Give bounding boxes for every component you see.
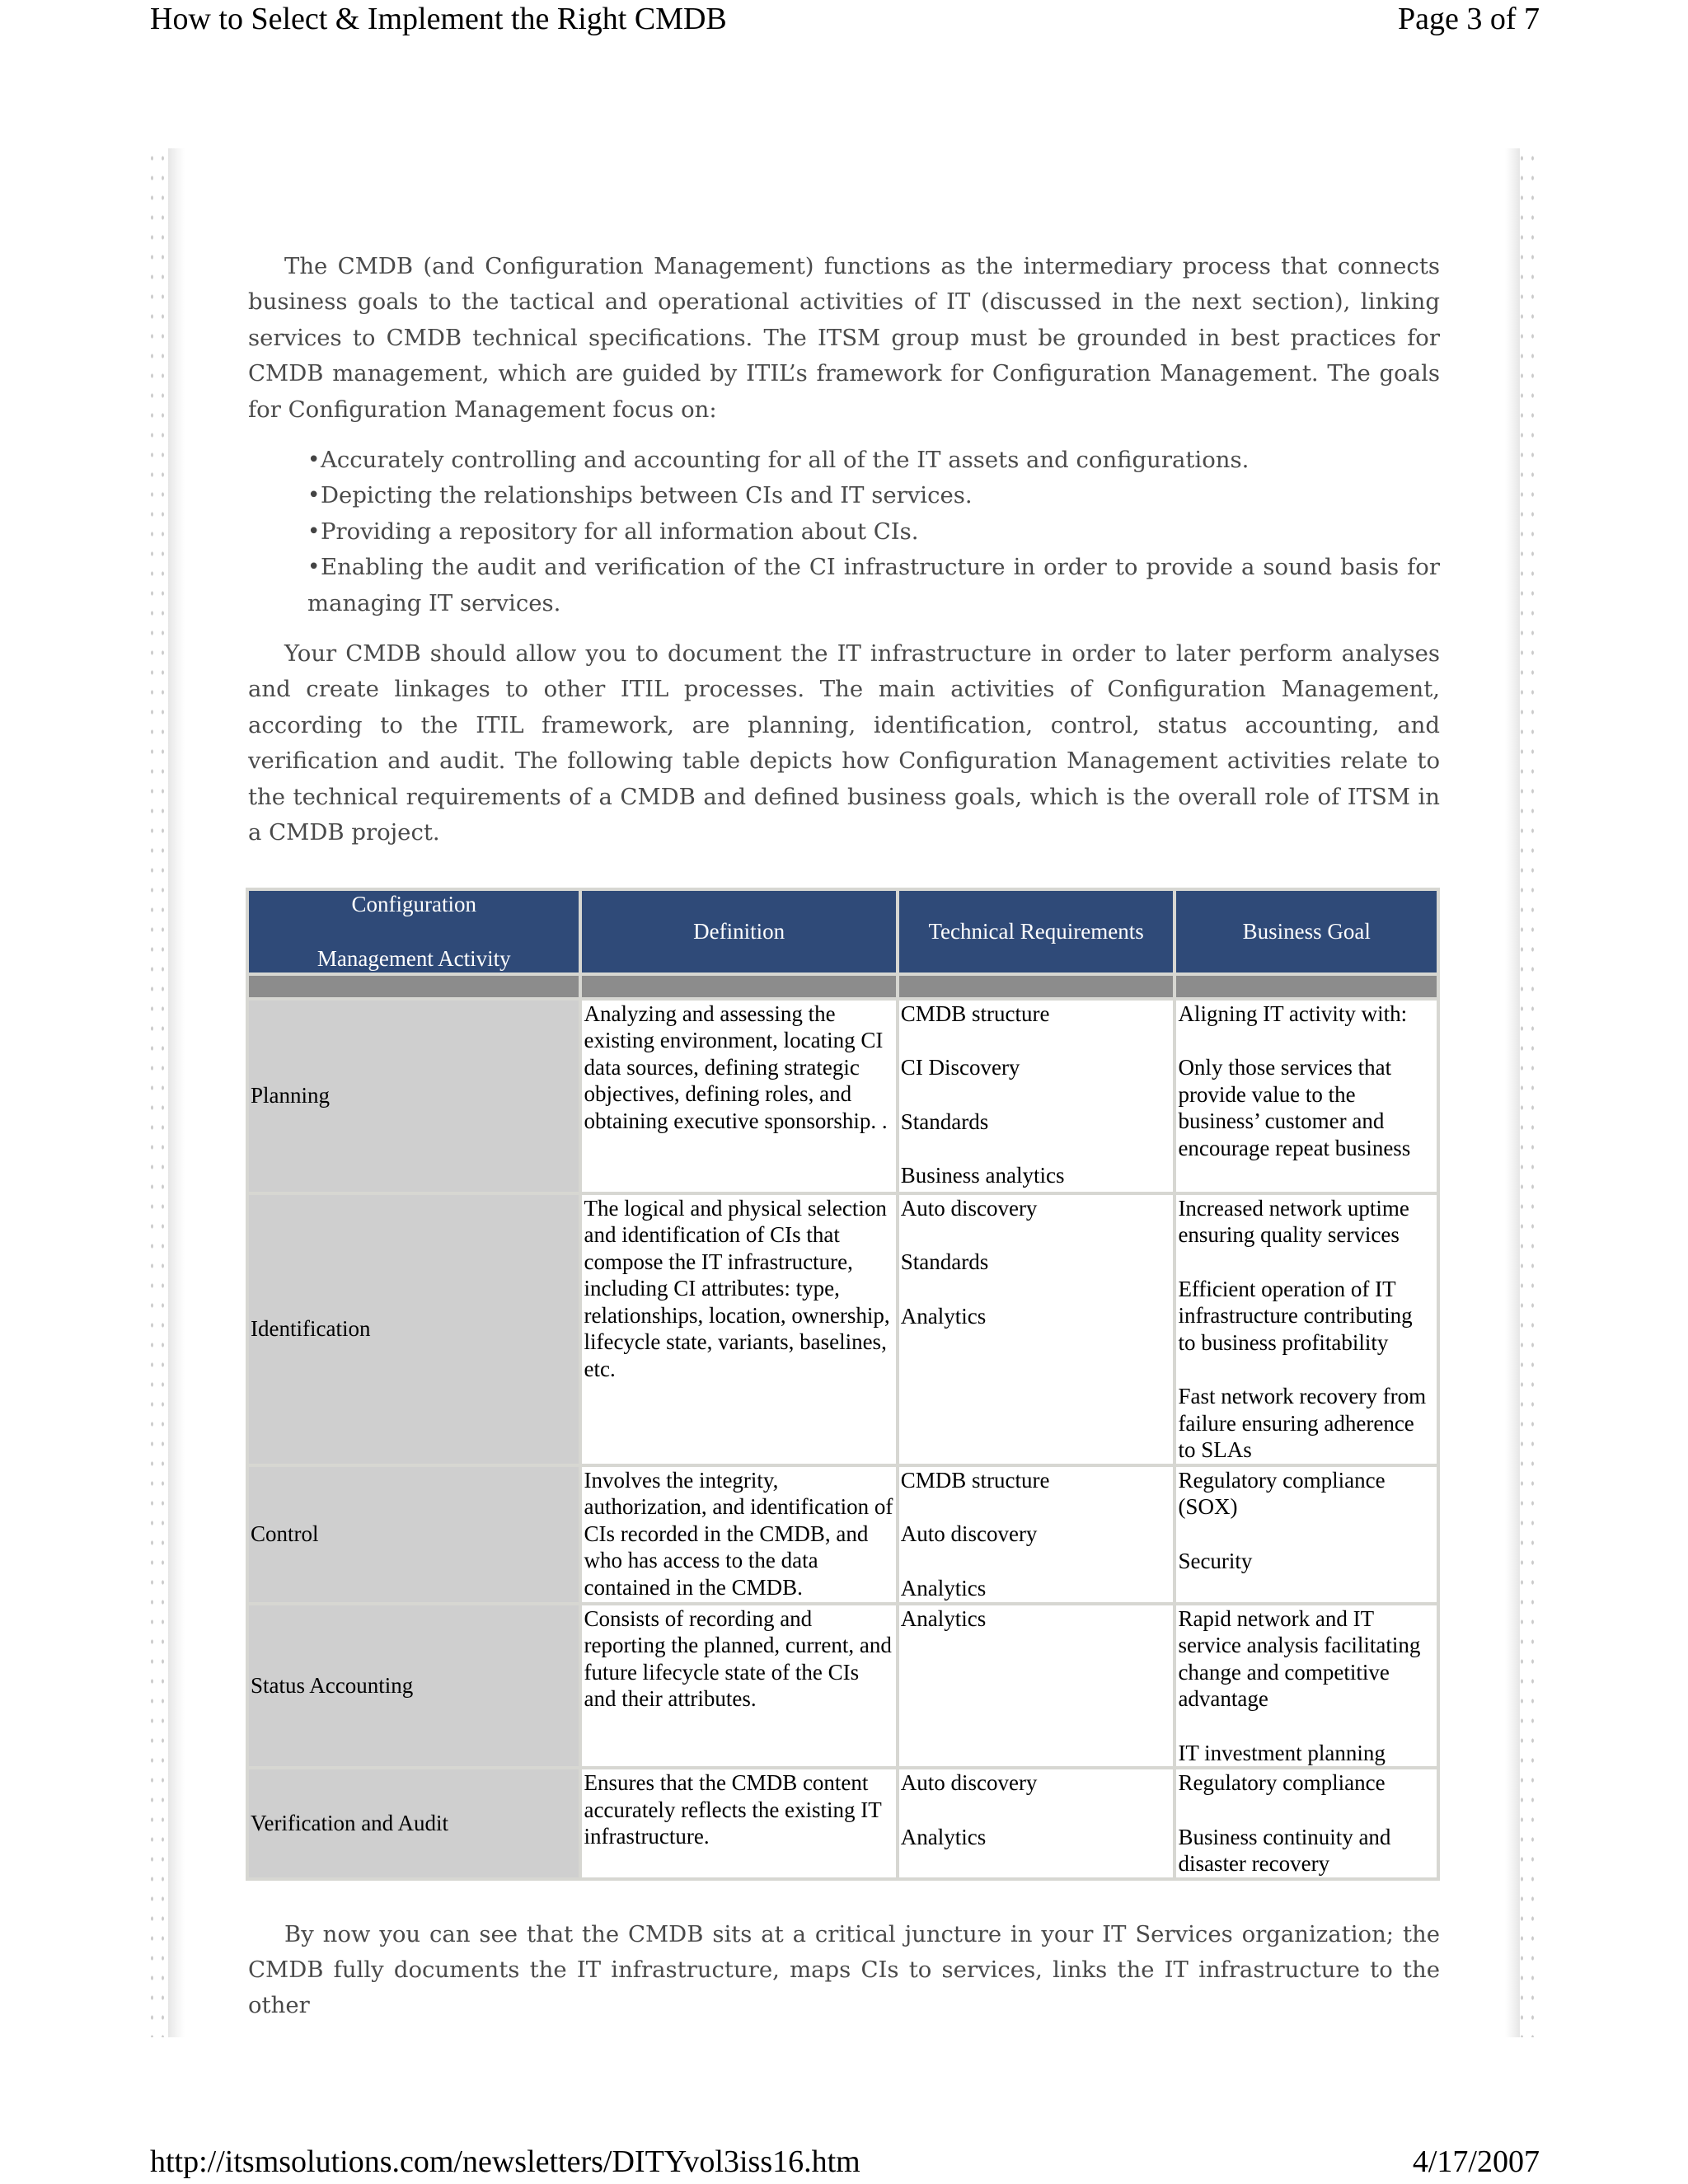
header-technical: Technical Requirements [899, 891, 1174, 972]
page-header-title: How to Select & Implement the Right CMDB [150, 2, 727, 36]
definition-cell: Consists of recording and reporting the planned, current, and future lifecycle state of the CIs and their attributes. [582, 1605, 895, 1767]
goal-item: Fast network recovery from failure ensuring adherence to SLAs [1178, 1384, 1427, 1462]
goals-list [248, 443, 1440, 621]
article-content [248, 249, 1440, 2024]
definition-cell: The logical and physical selection and identification of CIs that compose the IT infrastructure, including CI attributes: type, relationships, location, ownership, lifecycle state, variants, baselines, etc. [582, 1195, 895, 1464]
technical-cell [899, 1769, 1174, 1877]
goal-item: Rapid network and IT service analysis facilitating change and competitive advantage [1178, 1605, 1421, 1711]
goal-item: Only those services that provide value to the business’ customer and encourage repeat business [1178, 1055, 1411, 1160]
header-activity [249, 891, 579, 972]
cmdb-paragraph: Your CMDB should allow you to document the IT infrastructure in order to later perform analyses and create linkages to other ITIL processes. The main activities of Configuration Management, according to the ITIL framework, are planning, identification, control, status accounting, and verification and audit. The following table depicts how Configuration Management activities relate to the technical requirements of a CMDB and defined business goals, which is the overall role of ITSM in a CMDB project. [248, 640, 1440, 846]
business-cell [1176, 1001, 1437, 1192]
footer-url: http://itsmsolutions.com/newsletters/DITYvol3iss16.htm [150, 2144, 860, 2179]
tech-item: Analytics [900, 1575, 987, 1601]
tech-item: Analytics [900, 1605, 987, 1631]
goal-item: Increased network uptime ensuring quality services [1178, 1195, 1409, 1247]
activity-cell: Control [249, 1467, 579, 1602]
table-row [249, 1001, 1437, 1192]
list-item: • Depicting the relationships between CIs and IT services. [307, 478, 1440, 513]
definition-cell: Involves the integrity, authorization, and identification of CIs recorded in the CMDB, and who has access to the data contained in the CMDB. [582, 1467, 895, 1602]
tech-item: CI Discovery [900, 1055, 1020, 1080]
activity-cell: Planning [249, 1001, 579, 1192]
goal-item: Efficient operation of IT infrastructure contributing to business profitability [1178, 1276, 1413, 1355]
technical-cell [899, 1195, 1174, 1464]
tech-item: CMDB structure [900, 1001, 1050, 1026]
list-item: • Accurately controlling and accounting for all of the IT assets and configurations. [307, 443, 1440, 478]
header-activity-line1: Configuration [351, 891, 476, 916]
table-header-row [249, 891, 1437, 972]
technical-cell [899, 1605, 1174, 1767]
business-cell [1176, 1467, 1437, 1602]
header-definition: Definition [582, 891, 895, 972]
separator-cell [1176, 976, 1437, 997]
header-activity-line2: Management Activity [316, 945, 511, 971]
tech-item: Auto discovery [900, 1195, 1038, 1221]
page-number: Page 3 of 7 [1397, 2, 1540, 36]
header-business: Business Goal [1176, 891, 1437, 972]
tech-item: Standards [900, 1108, 989, 1134]
table-row [249, 1769, 1437, 1877]
tech-item: CMDB structure [900, 1467, 1050, 1493]
activity-cell: Identification [249, 1195, 579, 1464]
tech-item: Auto discovery [900, 1770, 1038, 1795]
table-row [249, 1467, 1437, 1602]
tech-item: Standards [900, 1249, 989, 1274]
goal-item: Aligning IT activity with: [1178, 1001, 1408, 1026]
tech-item: Auto discovery [900, 1521, 1038, 1546]
activity-cell: Verification and Audit [249, 1769, 579, 1877]
technical-cell [899, 1001, 1174, 1192]
tech-item: Analytics [900, 1824, 987, 1849]
closing-paragraph: By now you can see that the CMDB sits at a critical juncture in your IT Services organization; the CMDB fully documents the IT infrastructure, maps CIs to services, links the IT infrastructure to the other [248, 1920, 1440, 2019]
goal-item: Regulatory compliance (SOX) [1178, 1467, 1386, 1519]
business-cell [1176, 1605, 1437, 1767]
tech-item: Analytics [900, 1303, 987, 1329]
list-item: • Enabling the audit and verification of the CI infrastructure in order to provide a sound basis for managing IT services. [307, 550, 1440, 621]
technical-cell [899, 1467, 1174, 1602]
goal-item: Security [1178, 1548, 1253, 1573]
left-frame-shadow [168, 148, 185, 2037]
right-dotted-border [1517, 148, 1540, 2037]
table-row [249, 1605, 1437, 1767]
list-item: • Providing a repository for all information about CIs. [307, 514, 1440, 550]
business-cell [1176, 1195, 1437, 1464]
activity-cell: Status Accounting [249, 1605, 579, 1767]
separator-cell [899, 976, 1174, 997]
separator-cell [249, 976, 579, 997]
goal-item: Business continuity and disaster recovery [1178, 1824, 1391, 1876]
configuration-management-table [246, 888, 1440, 1881]
separator-cell [582, 976, 895, 997]
left-dotted-border [147, 148, 168, 2037]
tech-item: Business analytics [900, 1163, 1065, 1188]
header-separator-row [249, 976, 1437, 997]
table-row [249, 1195, 1437, 1464]
goal-item: IT investment planning [1178, 1740, 1386, 1765]
intro-paragraph: The CMDB (and Configuration Management) functions as the intermediary process that connects business goals to the tactical and operational activities of IT (discussed in the next section), linking services to CMDB technical specifications. The ITSM group must be grounded in best practices for CMDB management, which are guided by ITIL’s framework for Configuration Management. The goals for Configuration Management focus on: [248, 253, 1440, 423]
business-cell [1176, 1769, 1437, 1877]
goal-item: Regulatory compliance [1178, 1770, 1386, 1795]
definition-cell: Ensures that the CMDB content accurately reflects the existing IT infrastructure. [582, 1769, 895, 1877]
definition-cell: Analyzing and assessing the existing environment, locating CI data sources, defining strategic objectives, defining roles, and obtaining executive sponsorship. . [582, 1001, 895, 1192]
footer-date: 4/17/2007 [1412, 2144, 1540, 2179]
